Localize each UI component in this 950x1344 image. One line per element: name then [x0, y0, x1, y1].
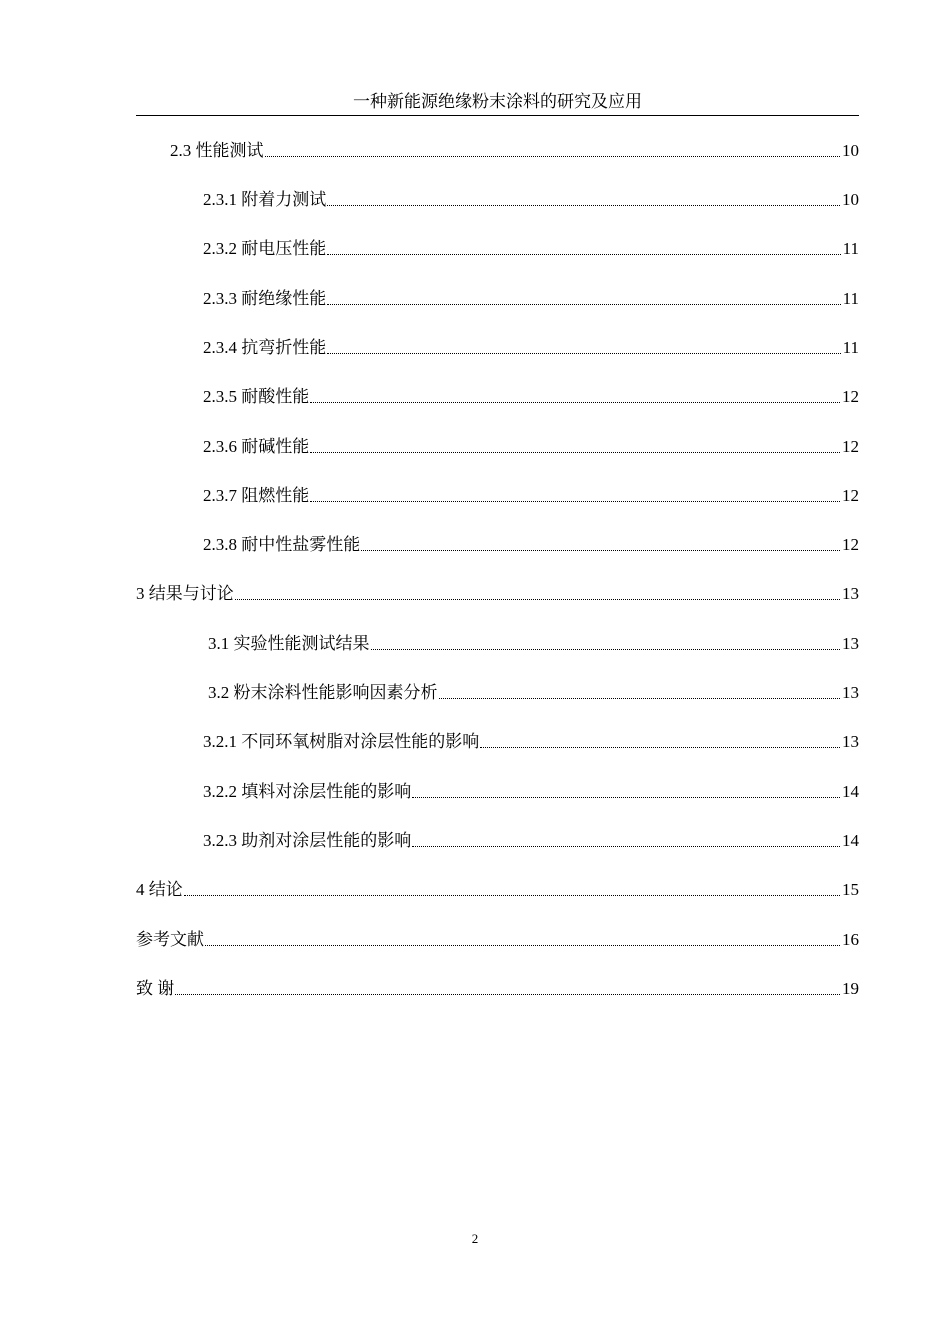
toc-entry — [203, 287, 859, 311]
toc-entry — [136, 582, 859, 606]
toc-dot-leader — [371, 649, 841, 650]
toc-dot-leader — [361, 550, 840, 551]
toc-entry — [203, 237, 859, 261]
toc-entry-page: 10 — [842, 190, 859, 209]
toc-dot-leader — [310, 452, 840, 453]
toc-entry-label: 2.3.7 阻燃性能 — [203, 486, 310, 505]
toc-entry — [136, 977, 859, 1001]
toc-entry-label: 4 结论 — [136, 880, 183, 899]
toc-entry-page: 14 — [842, 831, 859, 850]
toc-dot-leader — [205, 945, 840, 946]
toc-entry — [136, 878, 859, 902]
toc-dot-leader — [327, 254, 840, 255]
toc-dot-leader — [439, 698, 841, 699]
toc-entry — [203, 829, 859, 853]
toc-entry-label: 2.3.3 耐绝缘性能 — [203, 289, 327, 308]
toc-entry — [208, 681, 859, 705]
toc-entry-page: 15 — [842, 880, 859, 899]
toc-entry-label: 2.3 性能测试 — [170, 141, 264, 160]
toc-entry-page: 11 — [842, 338, 859, 357]
toc-entry — [203, 188, 859, 212]
toc-entry-page: 11 — [842, 289, 859, 308]
toc-dot-leader — [480, 747, 840, 748]
toc-entry-page: 14 — [842, 782, 859, 801]
toc-entry-page: 11 — [842, 239, 859, 258]
toc-entry-page: 12 — [842, 486, 859, 505]
toc-entry-label: 3.1 实验性能测试结果 — [208, 634, 370, 653]
toc-entry-page: 12 — [842, 437, 859, 456]
toc-entry-page: 13 — [842, 584, 859, 603]
toc-entry-label: 2.3.6 耐碱性能 — [203, 437, 310, 456]
toc-entry-page: 13 — [842, 683, 859, 702]
toc-entry — [203, 730, 859, 754]
toc-entry-page: 12 — [842, 535, 859, 554]
footer-page-number: 2 — [471, 1231, 479, 1246]
toc-entry-label: 2.3.8 耐中性盐雾性能 — [203, 535, 361, 554]
toc-entry-label: 2.3.4 抗弯折性能 — [203, 338, 327, 357]
toc-entry — [203, 780, 859, 804]
toc-entry-page: 16 — [842, 930, 859, 949]
toc-entry — [170, 139, 859, 163]
toc-dot-leader — [184, 895, 840, 896]
toc-dot-leader — [327, 304, 840, 305]
toc-entry — [208, 632, 859, 656]
toc-entry-page: 19 — [842, 979, 859, 998]
toc-entry-label: 致 谢 — [136, 979, 175, 998]
toc-entry — [203, 484, 859, 508]
toc-dot-leader — [310, 501, 840, 502]
toc-entry-page: 10 — [842, 141, 859, 160]
toc-entry — [203, 533, 859, 557]
toc-entry — [203, 385, 859, 409]
toc-entry-label: 2.3.1 附着力测试 — [203, 190, 327, 209]
toc-dot-leader — [175, 994, 840, 995]
toc-entry-label: 2.3.5 耐酸性能 — [203, 387, 310, 406]
toc-entry — [203, 435, 859, 459]
toc-entry-label: 3.2.1 不同环氧树脂对涂层性能的影响 — [203, 732, 480, 751]
toc-entry-label: 3.2.3 助剂对涂层性能的影响 — [203, 831, 412, 850]
toc-entry-label: 3 结果与讨论 — [136, 584, 234, 603]
toc-dot-leader — [310, 402, 840, 403]
toc-entry-page: 13 — [842, 634, 859, 653]
toc-entry-page: 13 — [842, 732, 859, 751]
toc-entry-label: 3.2.2 填料对涂层性能的影响 — [203, 782, 412, 801]
running-header-title: 一种新能源绝缘粉末涂料的研究及应用 — [353, 92, 642, 111]
toc-entry-label: 参考文献 — [136, 930, 204, 949]
toc-dot-leader — [412, 846, 840, 847]
toc-dot-leader — [412, 797, 840, 798]
toc-entry — [203, 336, 859, 360]
toc-entry — [136, 928, 859, 952]
toc-entry-label: 3.2 粉末涂料性能影响因素分析 — [208, 683, 438, 702]
toc-dot-leader — [327, 205, 840, 206]
toc-dot-leader — [235, 599, 840, 600]
toc-entry-page: 12 — [842, 387, 859, 406]
header-divider — [136, 115, 859, 116]
toc-entry-label: 2.3.2 耐电压性能 — [203, 239, 327, 258]
toc-dot-leader — [327, 353, 840, 354]
toc-dot-leader — [265, 156, 841, 157]
